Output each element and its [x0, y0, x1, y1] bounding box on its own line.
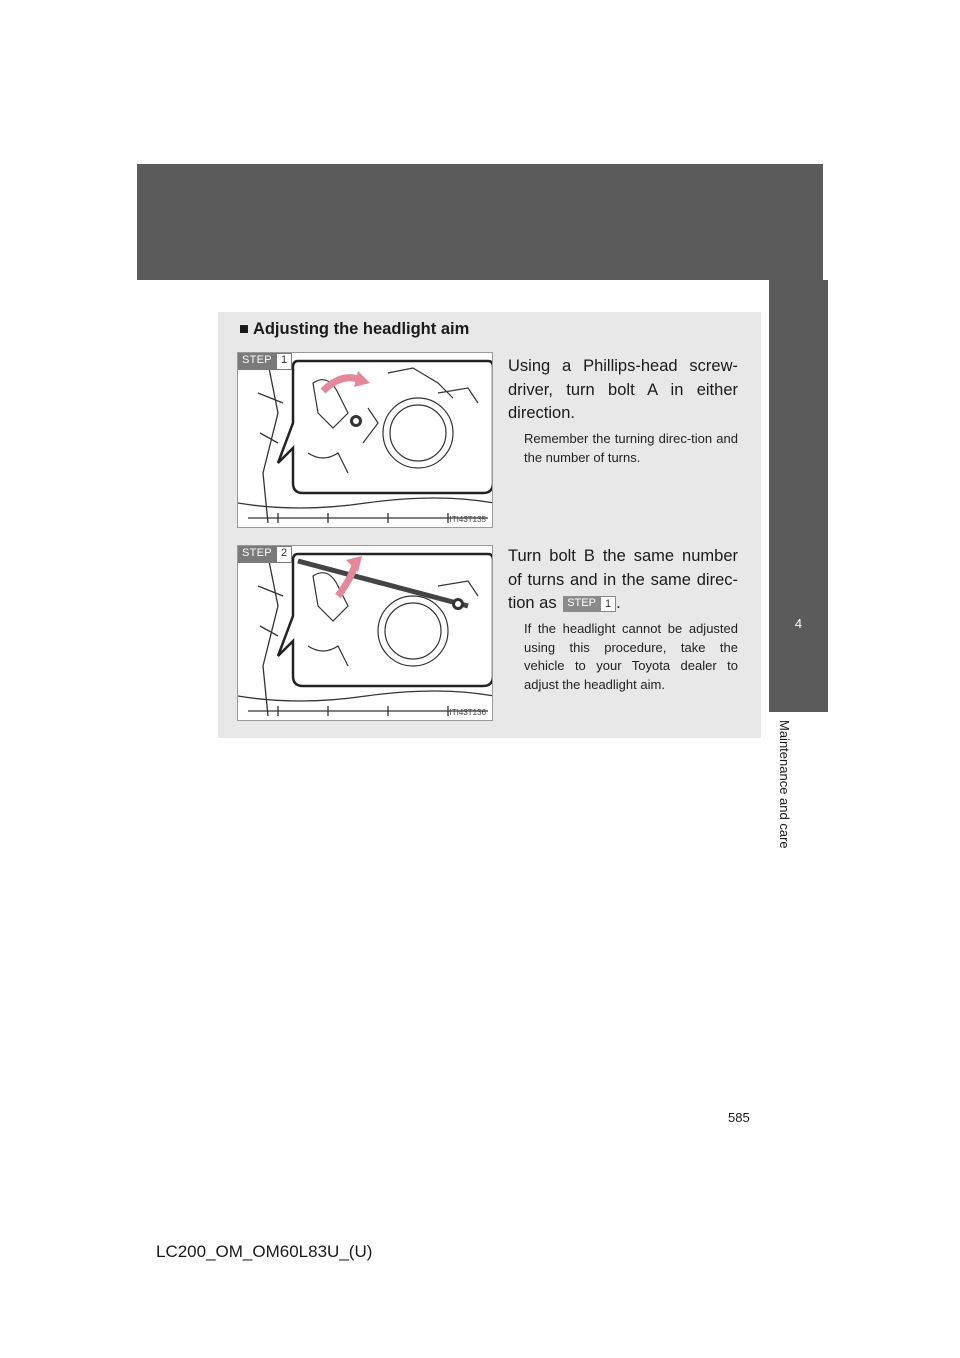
step2-instruction-end: .: [616, 594, 621, 612]
engine-illustration-2: [238, 546, 493, 721]
step2-instruction-text: Turn bolt B the same number of turns and in the same direc-tion as: [508, 547, 738, 612]
step2-note: If the headlight cannot be adjusted using this procedure, take the vehicle to your Toyota dealer to adjust the headlight aim.: [524, 621, 738, 692]
step-ref-word: STEP: [563, 596, 600, 612]
chapter-label-text: Maintenance and care: [777, 720, 792, 849]
chapter-label: [776, 720, 796, 900]
step2-badge-word: STEP: [238, 546, 276, 563]
step1-note: Remember the turning direc-tion and the number of turns.: [524, 431, 738, 465]
step-ref-num: 1: [600, 596, 616, 612]
step2-badge: [238, 546, 292, 563]
step1-badge: [238, 353, 292, 370]
page-header: [137, 164, 823, 280]
page-number: 585: [728, 1110, 750, 1125]
step1-instruction: Using a Phillips-head screw-driver, turn bolt A in either direction.: [508, 357, 738, 422]
step1-figure-id: ITI43T135: [449, 515, 486, 524]
step1-reference-badge: [563, 596, 616, 612]
step1-badge-num: 1: [276, 353, 292, 370]
header-section-title: 4-3. Do-it-yourself maintenance: [707, 62, 896, 77]
step2-figure-id: ITI43T136: [449, 708, 486, 717]
step1-figure: [237, 352, 493, 528]
step2-instruction: [508, 545, 738, 616]
chapter-number: 4: [794, 616, 803, 631]
chapter-tab: [769, 280, 828, 712]
step2-badge-num: 2: [276, 546, 292, 563]
step1-badge-word: STEP: [238, 353, 276, 370]
engine-illustration-1: [238, 353, 493, 528]
section-title: ■ Adjusting the headlight aim: [239, 320, 470, 338]
footer-document-code: LC200_OM_OM60L83U_(U): [156, 1242, 373, 1261]
step2-figure: [237, 545, 493, 721]
